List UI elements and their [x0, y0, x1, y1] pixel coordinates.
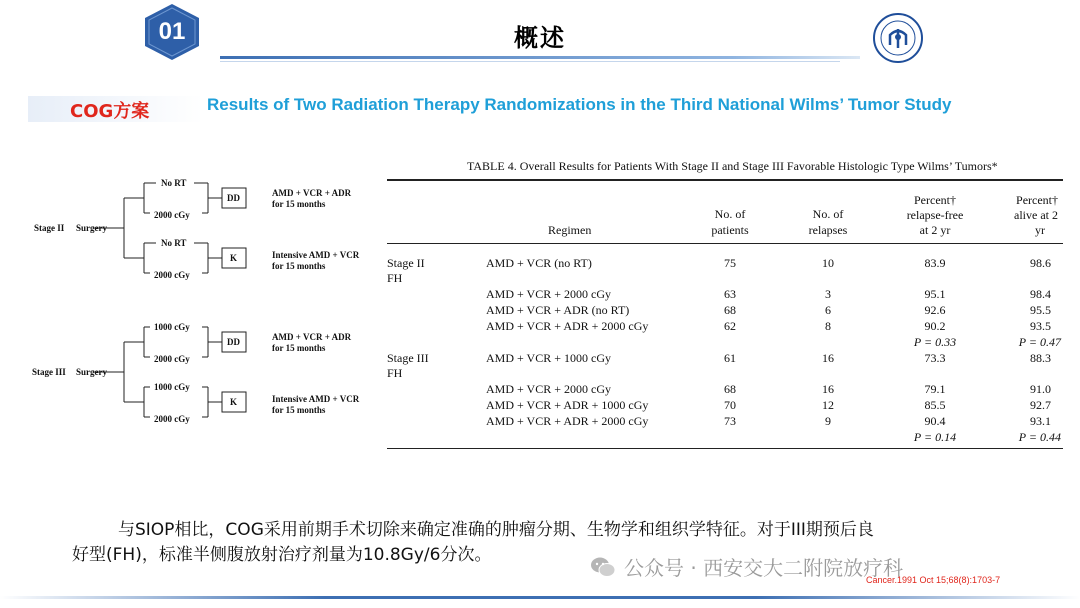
row-relapse-free: 92.6 — [924, 303, 946, 317]
scheme-stage3-arm3: 1000 cGy — [154, 382, 190, 392]
header-relapse-free-line3: at 2 yr — [919, 223, 951, 237]
row-alive: 92.7 — [1030, 398, 1051, 412]
row-patients: 73 — [724, 414, 736, 428]
row-relapse-free: 73.3 — [924, 351, 946, 365]
p-value-stage2-relapse-free: P = 0.33 — [913, 335, 957, 349]
scheme-stage3-k-line1: Intensive AMD + VCR — [272, 394, 360, 404]
section-number: 01 — [158, 18, 186, 45]
header-patients-line2: patients — [711, 223, 749, 237]
row-relapse-free: 79.1 — [924, 382, 946, 396]
university-seal-icon — [873, 13, 923, 63]
row-regimen: AMD + VCR + ADR + 1000 cGy — [486, 398, 649, 412]
scheme-stage3-dd-box: DD — [227, 337, 240, 347]
p-value-stage3-relapse-free: P = 0.14 — [913, 430, 957, 444]
group-stage2-line2: FH — [387, 271, 403, 285]
row-relapses: 16 — [822, 382, 834, 396]
row-patients: 63 — [724, 287, 736, 301]
row-alive: 98.4 — [1030, 287, 1051, 301]
title-underline-thin — [220, 61, 840, 62]
scheme-stage2-arm2: 2000 cGy — [154, 210, 190, 220]
scheme-stage2-arm1: No RT — [161, 178, 187, 188]
row-patients: 70 — [724, 398, 736, 412]
scheme-stage3-dd-line1: AMD + VCR + ADR — [272, 332, 352, 342]
citation: Cancer.1991 Oct 15;68(8):1703-7 — [866, 575, 1001, 585]
scheme-stage3-dd-line2: for 15 months — [272, 343, 326, 353]
row-patients: 61 — [724, 351, 736, 365]
header-relapse-free-line2: relapse-free — [906, 208, 964, 222]
row-relapse-free: 85.5 — [924, 398, 946, 412]
row-relapses: 12 — [822, 398, 834, 412]
footer-rule — [0, 596, 1080, 599]
row-patients: 68 — [724, 382, 736, 396]
scheme-stage2-dd-box: DD — [227, 193, 240, 203]
p-value-stage3-alive: P = 0.44 — [1018, 430, 1061, 444]
header-relapse-free-line1: Percent† — [914, 193, 956, 207]
page-title: 概述 — [514, 24, 566, 52]
results-table — [385, 155, 1065, 455]
header-alive-line1: Percent† — [1016, 193, 1058, 207]
scheme-stage2-label: Stage II — [34, 223, 65, 233]
row-regimen: AMD + VCR + ADR + 2000 cGy — [486, 414, 649, 428]
header-patients-line1: No. of — [714, 207, 746, 221]
row-alive: 93.1 — [1030, 414, 1051, 428]
summary-line-2: 好型(FH)，标准半侧腹放射治疗剂量为10.8Gy/6分次。 — [72, 545, 492, 565]
table-bottom-rule — [387, 448, 1063, 449]
scheme-stage2-dd-line1: AMD + VCR + ADR — [272, 188, 352, 198]
scheme-stage2-k-box: K — [230, 253, 238, 263]
table-caption: TABLE 4. Overall Results for Patients With Stage II and Stage III Favorable Histologic Type Wilms’ Tumors* — [467, 159, 998, 173]
scheme-stage3-arm2: 2000 cGy — [154, 354, 190, 364]
scheme-stage3-arm4: 2000 cGy — [154, 414, 190, 424]
row-alive: 88.3 — [1030, 351, 1051, 365]
scheme-stage3-surgery: Surgery — [76, 367, 107, 377]
row-relapses: 3 — [825, 287, 831, 301]
randomization-scheme-diagram — [30, 170, 370, 440]
row-patients: 68 — [724, 303, 736, 317]
watermark-text: 公众号 · 西安交大二附院放疗科 — [624, 556, 904, 580]
group-stage3-line1: Stage III — [387, 351, 429, 365]
scheme-stage2-k-line1: Intensive AMD + VCR — [272, 250, 360, 260]
row-alive: 98.6 — [1030, 256, 1051, 270]
row-regimen: AMD + VCR + 1000 cGy — [486, 351, 611, 365]
row-regimen: AMD + VCR + ADR (no RT) — [486, 303, 630, 317]
row-relapses: 9 — [825, 414, 831, 428]
wechat-icon — [590, 556, 616, 578]
section-label: COG方案 — [70, 101, 150, 122]
header-relapses-line1: No. of — [812, 207, 844, 221]
row-relapse-free: 90.2 — [924, 319, 946, 333]
group-stage3-line2: FH — [387, 366, 403, 380]
row-patients: 62 — [724, 319, 736, 333]
table-header-rule — [387, 243, 1063, 244]
scheme-stage2-arm3: No RT — [161, 238, 187, 248]
scheme-stage3-arm1: 1000 cGy — [154, 322, 190, 332]
scheme-stage2-arm4: 2000 cGy — [154, 270, 190, 280]
row-regimen: AMD + VCR + ADR + 2000 cGy — [486, 319, 649, 333]
row-patients: 75 — [724, 256, 736, 270]
header-alive-line2: alive at 2 — [1014, 208, 1058, 222]
summary-line-1: 与SIOP相比，COG采用前期手术切除来确定准确的肿瘤分期、生物学和组织学特征。对于III期预后良 — [118, 520, 874, 540]
row-regimen: AMD + VCR (no RT) — [486, 256, 592, 270]
scheme-stage3-k-box: K — [230, 397, 238, 407]
scheme-stage3-k-line2: for 15 months — [272, 405, 326, 415]
p-value-stage2-alive: P = 0.47 — [1018, 335, 1061, 349]
row-relapses: 16 — [822, 351, 834, 365]
group-stage2-line1: Stage II — [387, 256, 425, 270]
scheme-stage2-k-line2: for 15 months — [272, 261, 326, 271]
scheme-stage3-label: Stage III — [32, 367, 66, 377]
title-underline — [220, 56, 860, 59]
scheme-stage2-dd-line2: for 15 months — [272, 199, 326, 209]
row-regimen: AMD + VCR + 2000 cGy — [486, 382, 611, 396]
row-relapse-free: 95.1 — [924, 287, 946, 301]
row-relapses: 10 — [822, 256, 834, 270]
row-alive: 95.5 — [1030, 303, 1051, 317]
row-regimen: AMD + VCR + 2000 cGy — [486, 287, 611, 301]
row-relapse-free: 90.4 — [924, 414, 946, 428]
header-alive-line3: yr — [1035, 223, 1045, 237]
table-top-rule — [387, 179, 1063, 181]
header-regimen: Regimen — [548, 223, 592, 237]
section-subtitle: Results of Two Radiation Therapy Randomizations in the Third National Wilms’ Tumor Study — [207, 95, 952, 114]
header-relapses-line2: relapses — [808, 223, 848, 237]
row-relapses: 8 — [825, 319, 831, 333]
row-relapse-free: 83.9 — [924, 256, 946, 270]
scheme-stage2-surgery: Surgery — [76, 223, 107, 233]
row-alive: 91.0 — [1030, 382, 1051, 396]
row-relapses: 6 — [825, 303, 831, 317]
row-alive: 93.5 — [1030, 319, 1051, 333]
